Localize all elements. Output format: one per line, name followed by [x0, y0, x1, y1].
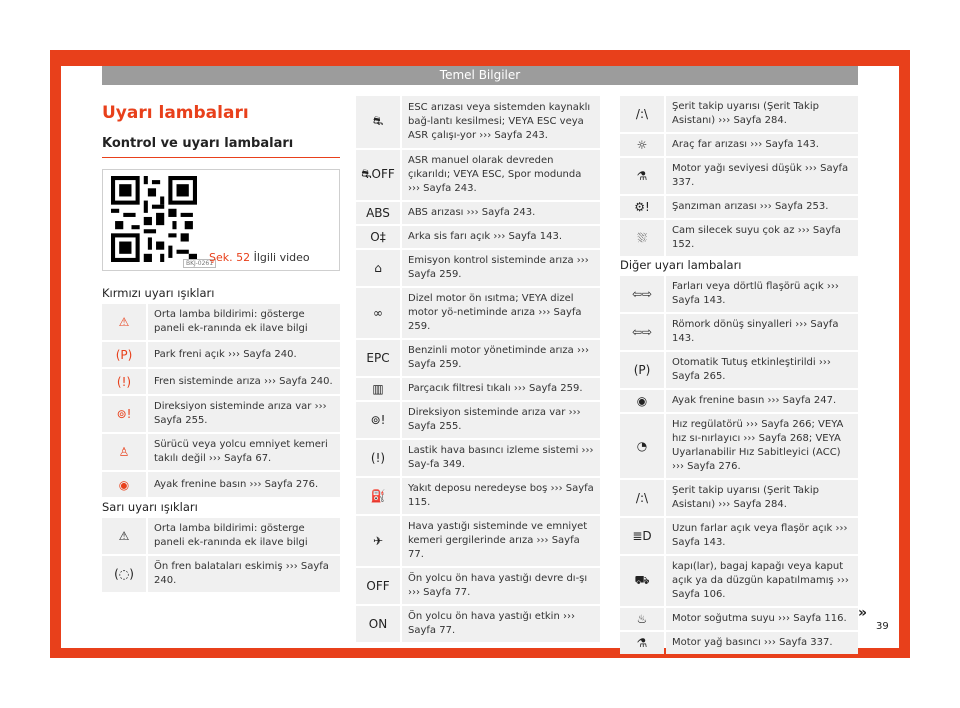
warning-description-text: Şerit takip uyarısı (Şerit Takip Asistanı) ››› Sayfa 284. [672, 101, 819, 126]
running-header: Temel Bilgiler [102, 66, 858, 85]
warning-lamp-icon: ⚗ [620, 632, 664, 654]
right-lights-table [620, 96, 858, 258]
warning-description [666, 608, 858, 630]
warning-row [620, 134, 858, 156]
warning-row [620, 390, 858, 412]
warning-description-text: Farları veya dörtlü flaşörü açık ››› Sayfa 143. [672, 281, 839, 306]
warning-row [356, 402, 600, 438]
warning-row [620, 414, 858, 478]
yellow-lights-heading: Sarı uyarı ışıkları [102, 500, 198, 514]
warning-lamp-icon: ♨ [620, 608, 664, 630]
warning-description-text: Benzinli motor yönetiminde arıza ››› Sayfa 259. [408, 345, 589, 370]
warning-description-text: ESC arızası veya sistemden kaynaklı bağ-lantı kesilmesi; VEYA ESC veya ASR çalışı-yor ››› Sayfa 243. [408, 102, 591, 141]
figure-box [102, 169, 340, 271]
warning-row [620, 314, 858, 350]
warning-row [102, 396, 340, 432]
warning-description [666, 632, 858, 654]
warning-description-text: Orta lamba bildirimi: gösterge paneli ek-ranında ek ilave bilgi [154, 523, 308, 548]
warning-lamp-icon: O‡ [356, 226, 400, 248]
warning-lamp-icon: OFF [356, 568, 400, 604]
warning-description [666, 480, 858, 516]
warning-row [620, 276, 858, 312]
warning-lamp-icon: ◔ [620, 414, 664, 478]
warning-description [402, 440, 600, 476]
warning-description [666, 414, 858, 478]
warning-description-text: Şanzıman arızası ››› Sayfa 253. [672, 201, 829, 212]
warning-lamp-icon: ⚙! [620, 196, 664, 218]
warning-description [666, 314, 858, 350]
warning-description-text: Sürücü veya yolcu emniyet kemeri takılı değil ››› Sayfa 67. [154, 439, 328, 464]
warning-row [620, 220, 858, 256]
warning-lamp-icon: ◉ [102, 472, 146, 497]
warning-row [102, 342, 340, 367]
warning-description [402, 516, 600, 566]
warning-description [402, 250, 600, 286]
warning-description [402, 606, 600, 642]
warning-description-text: Park freni açık ››› Sayfa 240. [154, 348, 297, 360]
warning-row [620, 518, 858, 554]
warning-lamp-icon: ∞ [356, 288, 400, 338]
warning-lamp-icon: ⛐OFF [356, 150, 400, 200]
warning-description [148, 342, 340, 367]
warning-description [666, 352, 858, 388]
warning-lamp-icon: ON [356, 606, 400, 642]
warning-row [356, 568, 600, 604]
warning-lamp-icon: ⛟ [620, 556, 664, 606]
warning-row [620, 556, 858, 606]
warning-row [620, 608, 858, 630]
red-lights-table [102, 304, 340, 499]
warning-row [356, 226, 600, 248]
warning-description-text: Direksiyon sisteminde arıza var ››› Sayfa 255. [408, 407, 581, 432]
warning-row [102, 556, 340, 592]
warning-description [402, 150, 600, 200]
warning-description-text: Parçacık filtresi tıkalı ››› Sayfa 259. [408, 383, 583, 394]
warning-description-text: Hava yastığı sisteminde ve emniyet kemeri gergilerinde arıza ››› Sayfa 77. [408, 521, 588, 560]
warning-lamp-icon: (P) [102, 342, 146, 367]
warning-row [620, 632, 858, 654]
warning-row [356, 96, 600, 148]
warning-row [356, 150, 600, 200]
warning-lamp-icon: /:\ [620, 96, 664, 132]
warning-lamp-icon: ⛐ [356, 96, 400, 148]
warning-description [148, 518, 340, 554]
warning-lamp-icon: ABS [356, 202, 400, 224]
warning-description-text: Fren sisteminde arıza ››› Sayfa 240. [154, 375, 333, 387]
warning-lamp-icon: ⌂ [356, 250, 400, 286]
warning-description-text: Şerit takip uyarısı (Şerit Takip Asistanı) ››› Sayfa 284. [672, 485, 819, 510]
yellow-lights-table [102, 518, 340, 594]
warning-lamp-icon: (!) [356, 440, 400, 476]
warning-description-text: ABS arızası ››› Sayfa 243. [408, 207, 536, 218]
continued-mark: » [858, 605, 868, 621]
warning-description-text: Cam silecek suyu çok az ››› Sayfa 152. [672, 225, 841, 250]
warning-description [666, 96, 858, 132]
warning-row [620, 480, 858, 516]
warning-lamp-icon: /:\ [620, 480, 664, 516]
warning-description [148, 556, 340, 592]
warning-description-text: Uzun farlar açık veya flaşör açık ››› Sayfa 143. [672, 523, 848, 548]
warning-description-text: Lastik hava basıncı izleme sistemi ››› Say-fa 349. [408, 445, 594, 470]
warning-description [402, 202, 600, 224]
warning-description [402, 96, 600, 148]
warning-description-text: Emisyon kontrol sisteminde arıza ››› Sayfa 259. [408, 255, 589, 280]
figure-label: Şek. 52 [209, 251, 251, 264]
warning-lamp-icon: ⊚! [356, 402, 400, 438]
warning-description-text: Ayak frenine basın ››› Sayfa 247. [672, 395, 837, 406]
warning-lamp-icon: ⚗ [620, 158, 664, 194]
warning-description-text: Arka sis farı açık ››› Sayfa 143. [408, 231, 563, 242]
warning-description-text: Araç far arızası ››› Sayfa 143. [672, 139, 819, 150]
qr-code-icon[interactable] [111, 176, 197, 262]
page-subtitle: Kontrol ve uyarı lambaları [102, 136, 294, 151]
warning-description-text: Hız regülatörü ››› Sayfa 266; VEYA hız sı-nırlayıcı ››› Sayfa 268; VEYA Uyarlanabilir Hız Sabitleyici (ACC) ››› Sayfa 276. [672, 419, 844, 472]
warning-description-text: Ön yolcu ön hava yastığı devre dı-şı ››› Sayfa 77. [408, 573, 588, 598]
subtitle-rule [102, 157, 340, 158]
warning-row [620, 352, 858, 388]
warning-description [148, 369, 340, 394]
warning-description [402, 402, 600, 438]
warning-lamp-icon: ▥ [356, 378, 400, 400]
other-lights-heading: Diğer uyarı lambaları [620, 258, 742, 272]
warning-lamp-icon: ≣D [620, 518, 664, 554]
warning-description [148, 304, 340, 340]
warning-description [402, 568, 600, 604]
other-lights-table [620, 276, 858, 656]
warning-row [356, 478, 600, 514]
warning-description [666, 134, 858, 156]
warning-description-text: Ön yolcu ön hava yastığı etkin ››› Sayfa 77. [408, 611, 575, 636]
warning-description [666, 196, 858, 218]
warning-lamp-icon: (P) [620, 352, 664, 388]
warning-description [666, 220, 858, 256]
warning-lamp-icon: ⚠ [102, 304, 146, 340]
warning-description [402, 288, 600, 338]
warning-lamp-icon: ☼ [620, 134, 664, 156]
figure-caption [209, 251, 310, 264]
warning-description [666, 390, 858, 412]
warning-row [356, 340, 600, 376]
warning-description [666, 158, 858, 194]
warning-description-text: Dizel motor ön ısıtma; VEYA dizel motor yö-netiminde arıza ››› Sayfa 259. [408, 293, 582, 332]
warning-lamp-icon: ✈ [356, 516, 400, 566]
warning-row [620, 96, 858, 132]
warning-description [402, 478, 600, 514]
warning-description-text: Orta lamba bildirimi: gösterge paneli ek-ranında ek ilave bilgi [154, 309, 308, 334]
warning-row [102, 472, 340, 497]
warning-description-text: Römork dönüş sinyalleri ››› Sayfa 143. [672, 319, 839, 344]
warning-description-text: Direksiyon sisteminde arıza var ››› Sayfa 255. [154, 401, 327, 426]
warning-description-text: Ayak frenine basın ››› Sayfa 276. [154, 478, 319, 490]
page-title: Uyarı lambaları [102, 103, 249, 123]
warning-lamp-icon: ◉ [620, 390, 664, 412]
warning-description-text: Motor soğutma suyu ››› Sayfa 116. [672, 613, 847, 624]
warning-description-text: Motor yağı seviyesi düşük ››› Sayfa 337. [672, 163, 849, 188]
warning-row [102, 434, 340, 470]
warning-description [402, 378, 600, 400]
warning-description [148, 472, 340, 497]
warning-lamp-icon: ⇦⇨ [620, 314, 664, 350]
warning-description [666, 276, 858, 312]
figure-code: BKJ-0261 [183, 259, 216, 268]
warning-lamp-icon: ⛆ [620, 220, 664, 256]
warning-description [402, 226, 600, 248]
warning-row [356, 250, 600, 286]
middle-lights-table [356, 96, 600, 644]
page-number: 39 [876, 621, 889, 632]
warning-lamp-icon: (!) [102, 369, 146, 394]
warning-description [148, 434, 340, 470]
warning-row [356, 516, 600, 566]
red-lights-heading: Kırmızı uyarı ışıkları [102, 286, 215, 300]
warning-description-text: kapı(lar), bagaj kapağı veya kaput açık ya da düzgün kapatılmamış ››› Sayfa 106. [672, 561, 849, 600]
warning-lamp-icon: ⛽ [356, 478, 400, 514]
warning-description-text: ASR manuel olarak devreden çıkarıldı; VEYA ESC, Spor modunda ››› Sayfa 243. [408, 155, 582, 194]
warning-lamp-icon: ⚠ [102, 518, 146, 554]
warning-row [356, 440, 600, 476]
warning-lamp-icon: ♙ [102, 434, 146, 470]
warning-row [102, 518, 340, 554]
warning-lamp-icon: ⇦⇨ [620, 276, 664, 312]
warning-description-text: Ön fren balataları eskimiş ››› Sayfa 240. [154, 561, 329, 586]
warning-row [620, 196, 858, 218]
warning-description-text: Motor yağ basıncı ››› Sayfa 337. [672, 637, 833, 648]
warning-row [620, 158, 858, 194]
warning-lamp-icon: ⊚! [102, 396, 146, 432]
warning-description-text: Yakıt deposu neredeyse boş ››› Sayfa 115. [408, 483, 594, 508]
warning-lamp-icon: (◌) [102, 556, 146, 592]
warning-row [356, 378, 600, 400]
warning-row [102, 369, 340, 394]
warning-row [356, 606, 600, 642]
warning-row [102, 304, 340, 340]
warning-row [356, 288, 600, 338]
warning-row [356, 202, 600, 224]
warning-description [148, 396, 340, 432]
warning-description [402, 340, 600, 376]
warning-description [666, 556, 858, 606]
figure-caption-text: İlgili video [253, 251, 310, 264]
warning-description-text: Otomatik Tutuş etkinleştirildi ››› Sayfa 265. [672, 357, 831, 382]
warning-description [666, 518, 858, 554]
warning-lamp-icon: EPC [356, 340, 400, 376]
